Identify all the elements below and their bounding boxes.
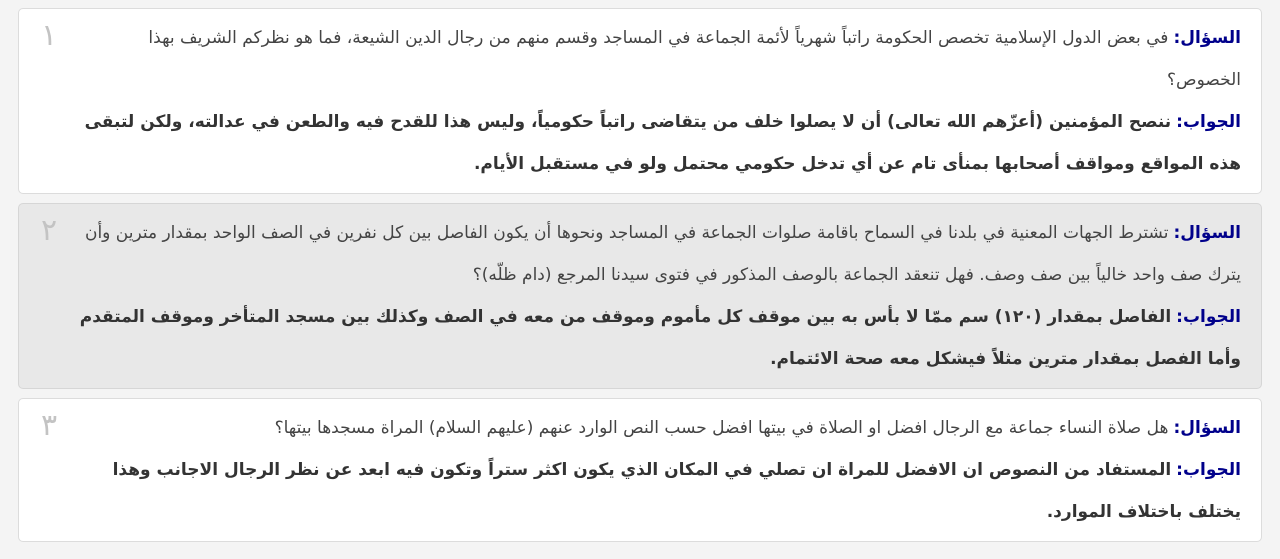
qa-item-number: ٢ bbox=[41, 213, 58, 248]
question-text: في بعض الدول الإسلامية تخصص الحكومة راتباً شهرياً لأئمة الجماعة في المساجد وقسم منهم من رجال الدين الشيعة، فما هو نظركم الشريف بهذا الخصوص؟ bbox=[148, 28, 1241, 90]
question-label: السؤال: bbox=[1173, 418, 1241, 438]
question-paragraph bbox=[74, 212, 1241, 296]
qa-item-2 bbox=[18, 203, 1262, 389]
answer-text: الفاصل بمقدار (١٢٠) سم ممّا لا بأس به بين موقف كل مأموم وموقف من معه في الصف وكذلك بين مسجد المتأخر وموقف المتقدم وأما الفصل بمقدار مترين مثلاً فيشكل معه صحة الائتمام. bbox=[79, 307, 1241, 369]
question-label: السؤال: bbox=[1173, 28, 1241, 48]
answer-paragraph bbox=[74, 449, 1241, 533]
answer-label: الجواب: bbox=[1176, 460, 1241, 480]
question-text: تشترط الجهات المعنية في بلدنا في السماح باقامة صلوات الجماعة في المساجد ونحوها أن يكون الفاصل بين كل نفرين في الصف الواحد بمقدار مترين وأن يترك صف واحد خالياً بين صف وصف. فهل تنعقد الجماعة بالوصف المذكور في فتوى سيدنا المرجع (دام ظلّه)؟ bbox=[84, 223, 1241, 285]
question-paragraph bbox=[74, 407, 1241, 449]
answer-text: المستفاد من النصوص ان الافضل للمراة ان تصلي في المكان الذي يكون اكثر ستراً وتكون فيه ابعد عن نظر الرجال الاجانب وهذا يختلف باختلاف الموارد. bbox=[112, 460, 1241, 522]
answer-paragraph bbox=[74, 296, 1241, 380]
qa-list bbox=[18, 8, 1262, 542]
answer-label: الجواب: bbox=[1176, 112, 1241, 132]
answer-text: ننصح المؤمنين (أعزّهم الله تعالى) أن لا يصلوا خلف من يتقاضى راتباً حكومياً، وليس هذا للقدح فيه والطعن في عدالته، ولكن لتبقى هذه المواقع ومواقف أصحابها بمنأى تام عن أي تدخل حكومي محتمل ولو في مستقبل الأيام. bbox=[84, 112, 1241, 174]
question-text: هل صلاة النساء جماعة مع الرجال افضل او الصلاة في بيتها افضل حسب النص الوارد عنهم (عليهم السلام) المراة مسجدها بيتها؟ bbox=[274, 418, 1169, 438]
question-label: السؤال: bbox=[1173, 223, 1241, 243]
qa-item-1 bbox=[18, 8, 1262, 194]
answer-label: الجواب: bbox=[1176, 307, 1241, 327]
question-paragraph bbox=[74, 17, 1241, 101]
answer-paragraph bbox=[74, 101, 1241, 185]
qa-item-number: ١ bbox=[41, 18, 58, 53]
qa-item-3 bbox=[18, 398, 1262, 542]
qa-item-number: ٣ bbox=[41, 408, 58, 443]
